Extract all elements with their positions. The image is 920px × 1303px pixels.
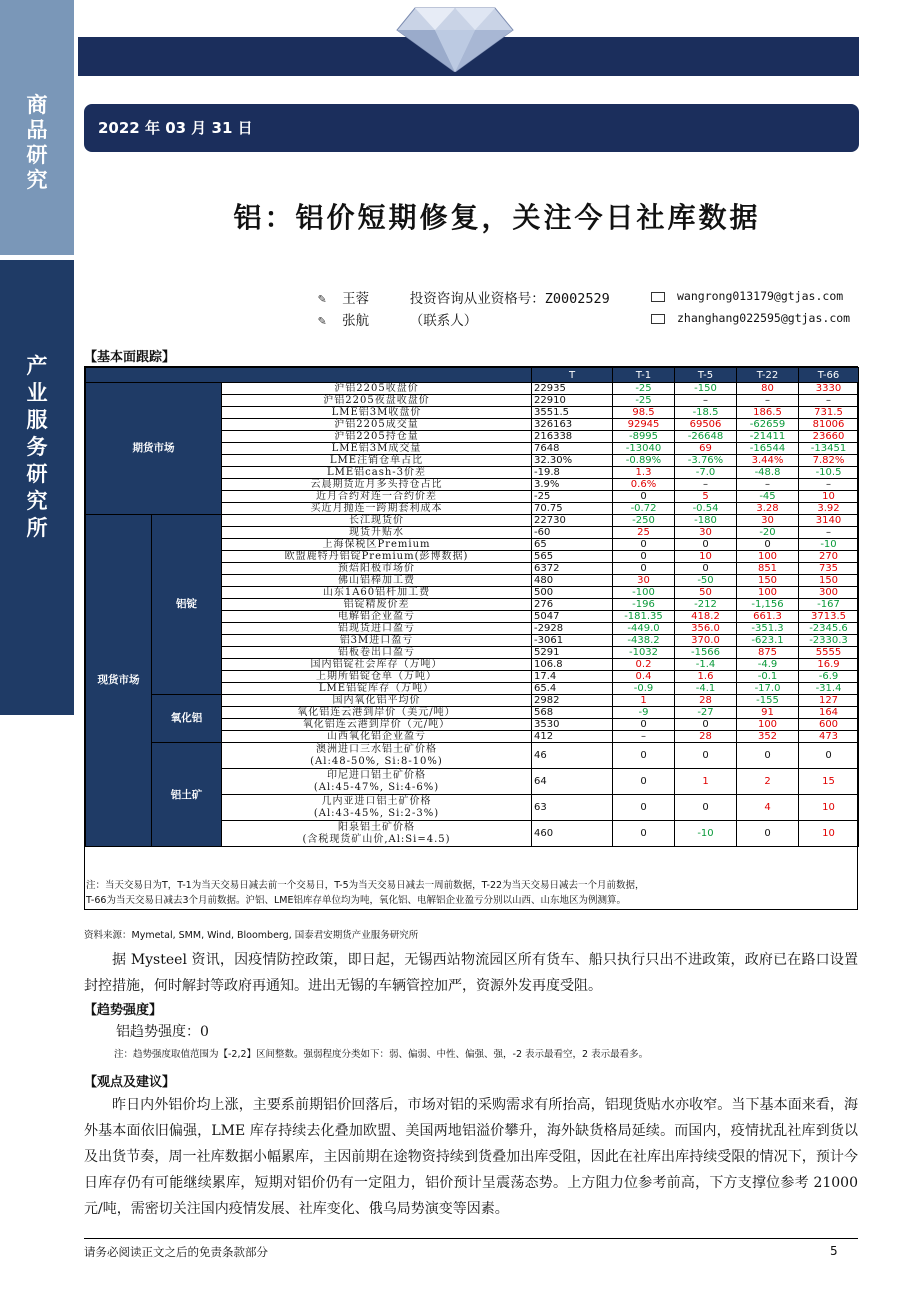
table-cell: 100 xyxy=(737,551,799,563)
table-cell: – xyxy=(675,479,737,491)
table-cell: 150 xyxy=(799,575,859,587)
table-cell: 7648 xyxy=(532,443,613,455)
table-cell: -50 xyxy=(675,575,737,587)
column-header: T-1 xyxy=(613,368,675,383)
envelope-icon xyxy=(651,314,665,324)
row-label-sub: (Al:48-50%, Si:8-10%) xyxy=(310,755,443,767)
row-label-line: 几内亚进口铝土矿价格 xyxy=(321,795,432,807)
sidebar-label-institute: 产 业 服 务 研 究 所 xyxy=(26,353,48,540)
table-cell: -3061 xyxy=(532,635,613,647)
table-cell: – xyxy=(799,527,859,539)
row-label: 氧化铝连云港到岸价（美元/吨） xyxy=(222,707,532,719)
row-label-sub: (Al:45-47%, Si:4-6%) xyxy=(313,781,440,793)
row-label xyxy=(222,795,532,821)
author-info: 投资咨询从业资格号：Z0002529 xyxy=(409,291,610,307)
table-cell: 127 xyxy=(799,695,859,707)
table-cell: 16.9 xyxy=(799,659,859,671)
table-header-row xyxy=(86,368,859,383)
row-label xyxy=(222,821,532,847)
table-cell: -26648 xyxy=(675,431,737,443)
row-label: 买近月抛连一跨期套利成本 xyxy=(222,503,532,515)
row-label: 山东1A60铝杆加工费 xyxy=(222,587,532,599)
email-row-2 xyxy=(651,311,850,325)
table-cell: 216338 xyxy=(532,431,613,443)
fundamentals-table xyxy=(85,367,859,847)
table-cell: -10 xyxy=(799,539,859,551)
table-cell: 731.5 xyxy=(799,407,859,419)
author-name: 王蓉 xyxy=(342,291,370,307)
row-label: 国内氧化铝平均价 xyxy=(222,695,532,707)
table-cell: 23660 xyxy=(799,431,859,443)
row-label: 佛山铝棒加工费 xyxy=(222,575,532,587)
row-label-sub: (Al:43-45%, Si:2-3%) xyxy=(313,807,440,819)
table-cell: -1,156 xyxy=(737,599,799,611)
table-cell: 356.0 xyxy=(675,623,737,635)
table-cell: -20 xyxy=(737,527,799,539)
row-label-sub: (含税现货矿山价,Al:Si=4.5) xyxy=(302,833,451,845)
author-info: （联系人） xyxy=(409,313,478,329)
table-cell: 1.3 xyxy=(613,467,675,479)
table-cell: 164 xyxy=(799,707,859,719)
table-cell: -2345.6 xyxy=(799,623,859,635)
table-cell: -0.9 xyxy=(613,683,675,695)
table-cell: 46 xyxy=(532,743,613,769)
table-cell: 65.4 xyxy=(532,683,613,695)
table-cell: -4.9 xyxy=(737,659,799,671)
table-cell: -25 xyxy=(613,395,675,407)
table-cell: – xyxy=(613,731,675,743)
table-cell: 3.28 xyxy=(737,503,799,515)
table-cell: 270 xyxy=(799,551,859,563)
table-note xyxy=(86,878,856,908)
data-source: 资料来源：Mymetal, SMM, Wind, Bloomberg, 国泰君安期货产业服务研究所 xyxy=(84,930,419,941)
table-cell: 0 xyxy=(675,795,737,821)
table-cell: 3.9% xyxy=(532,479,613,491)
table-cell: 0 xyxy=(613,821,675,847)
row-label xyxy=(222,743,532,769)
table-cell: 7.82% xyxy=(799,455,859,467)
row-label: LME铝锭库存（万吨） xyxy=(222,683,532,695)
table-cell: -180 xyxy=(675,515,737,527)
category-cell: 铝土矿 xyxy=(152,743,222,847)
table-cell: 30 xyxy=(675,527,737,539)
sidebar-top-band xyxy=(0,0,74,255)
author-email[interactable]: wangrong013179@gtjas.com xyxy=(677,289,844,303)
table-cell: – xyxy=(799,479,859,491)
row-label: 长江现货价 xyxy=(222,515,532,527)
table-cell: -181.35 xyxy=(613,611,675,623)
table-cell: -19.8 xyxy=(532,467,613,479)
category-cell: 铝锭 xyxy=(152,515,222,695)
table-cell: -167 xyxy=(799,599,859,611)
table-cell: 0 xyxy=(613,491,675,503)
table-cell: 32.30% xyxy=(532,455,613,467)
left-sidebar xyxy=(0,0,74,1303)
table-cell: -0.89% xyxy=(613,455,675,467)
row-label: 现货升贴水 xyxy=(222,527,532,539)
table-cell: -3.76% xyxy=(675,455,737,467)
table-cell: 30 xyxy=(613,575,675,587)
table-cell: -2330.3 xyxy=(799,635,859,647)
category-cell: 现货市场 xyxy=(86,515,152,847)
row-label: 氧化铝连云港到岸价（元/吨） xyxy=(222,719,532,731)
table-cell: 5 xyxy=(675,491,737,503)
news-paragraph: 据 Mysteel 资讯，因疫情防控政策，即日起，无锡西站物流园区所有货车、船只执行只出不进政策，政府已在路口设置封控措施，何时解封等政府再通知。进出无锡的车辆管控加严，资源外发再度受阻。 xyxy=(84,952,858,994)
table-cell: -0.72 xyxy=(613,503,675,515)
table-cell: 186.5 xyxy=(737,407,799,419)
row-label: 铝现货进口盈亏 xyxy=(222,623,532,635)
table-cell: 100 xyxy=(737,587,799,599)
table-cell: 65 xyxy=(532,539,613,551)
table-cell: 565 xyxy=(532,551,613,563)
row-label: 上期所铝锭仓单（万吨） xyxy=(222,671,532,683)
table-cell: -0.54 xyxy=(675,503,737,515)
table-cell: -25 xyxy=(532,491,613,503)
table-cell: – xyxy=(737,395,799,407)
table-cell: -10 xyxy=(675,821,737,847)
table-cell: 0 xyxy=(613,795,675,821)
row-label: 沪铝2205持仓量 xyxy=(222,431,532,443)
table-cell: 600 xyxy=(799,719,859,731)
table-cell: 106.8 xyxy=(532,659,613,671)
row-label: 铝板卷出口盈亏 xyxy=(222,647,532,659)
date-banner xyxy=(84,104,859,152)
table-cell: 0 xyxy=(613,551,675,563)
table-cell: 22935 xyxy=(532,383,613,395)
table-cell: 370.0 xyxy=(675,635,737,647)
table-cell: -21411 xyxy=(737,431,799,443)
row-label-line: 阳泉铝土矿价格 xyxy=(338,821,415,833)
table-cell: 851 xyxy=(737,563,799,575)
table-cell: -449.0 xyxy=(613,623,675,635)
table-cell: 568 xyxy=(532,707,613,719)
table-cell: 0 xyxy=(675,539,737,551)
table-row xyxy=(86,743,859,769)
table-cell: 63 xyxy=(532,795,613,821)
section-heading-trend: 【趋势强度】 xyxy=(84,1003,163,1018)
table-cell: 30 xyxy=(737,515,799,527)
table-cell: -13040 xyxy=(613,443,675,455)
table-cell: 3.44% xyxy=(737,455,799,467)
table-cell: -13451 xyxy=(799,443,859,455)
table-cell: -9 xyxy=(613,707,675,719)
table-cell: 28 xyxy=(675,695,737,707)
table-cell: 150 xyxy=(737,575,799,587)
table-cell: 10 xyxy=(799,795,859,821)
table-cell: -0.1 xyxy=(737,671,799,683)
table-row xyxy=(86,515,859,527)
table-cell: -8995 xyxy=(613,431,675,443)
section-heading-fundamentals: 【基本面跟踪】 xyxy=(84,350,176,365)
table-cell: 3330 xyxy=(799,383,859,395)
page-title: 铝：铝价短期修复，关注今日社库数据 xyxy=(233,201,761,234)
author-name: 张航 xyxy=(342,313,370,329)
table-cell: 5555 xyxy=(799,647,859,659)
category-cell: 氧化铝 xyxy=(152,695,222,743)
table-cell: -155 xyxy=(737,695,799,707)
table-cell: -7.0 xyxy=(675,467,737,479)
table-cell: 25 xyxy=(613,527,675,539)
table-cell: -10.5 xyxy=(799,467,859,479)
table-cell: -1566 xyxy=(675,647,737,659)
table-cell: 92945 xyxy=(613,419,675,431)
table-cell: 3.92 xyxy=(799,503,859,515)
section-heading-view: 【观点及建议】 xyxy=(84,1075,176,1090)
table-cell: 0 xyxy=(675,743,737,769)
column-header: T-22 xyxy=(737,368,799,383)
row-label: LME铝cash-3价差 xyxy=(222,467,532,479)
table-cell: 0.6% xyxy=(613,479,675,491)
table-cell: 0 xyxy=(613,563,675,575)
table-cell: 0.2 xyxy=(613,659,675,671)
footer-divider xyxy=(84,1238,858,1239)
table-cell: 69506 xyxy=(675,419,737,431)
table-cell: 3551.5 xyxy=(532,407,613,419)
table-note-line: T-66为当天交易日减去3个月前数据。沪铝、LME铝库存单位均为吨，氧化铝、电解铝企业盈亏分别以山西、山东地区为例测算。 xyxy=(86,895,626,906)
row-label xyxy=(222,769,532,795)
envelope-icon xyxy=(651,292,665,302)
table-cell: -6.9 xyxy=(799,671,859,683)
table-cell: 300 xyxy=(799,587,859,599)
column-header: T-5 xyxy=(675,368,737,383)
table-cell: -100 xyxy=(613,587,675,599)
table-cell: – xyxy=(737,479,799,491)
row-label: LME注销仓单占比 xyxy=(222,455,532,467)
sidebar-mid-band xyxy=(0,260,74,715)
table-cell: 418.2 xyxy=(675,611,737,623)
row-label: 国内铝锭社会库存（万吨） xyxy=(222,659,532,671)
table-cell: -45 xyxy=(737,491,799,503)
table-cell: 875 xyxy=(737,647,799,659)
table-cell: -27 xyxy=(675,707,737,719)
author-email[interactable]: zhanghang022595@gtjas.com xyxy=(677,311,851,325)
row-label: LME铝3M成交量 xyxy=(222,443,532,455)
table-cell: -623.1 xyxy=(737,635,799,647)
column-header: T-66 xyxy=(799,368,859,383)
table-cell: 1 xyxy=(613,695,675,707)
table-cell: 0.4 xyxy=(613,671,675,683)
table-cell: 0 xyxy=(799,743,859,769)
table-cell: -62659 xyxy=(737,419,799,431)
table-cell: 735 xyxy=(799,563,859,575)
table-cell: 50 xyxy=(675,587,737,599)
table-cell: -1032 xyxy=(613,647,675,659)
table-cell: 70.75 xyxy=(532,503,613,515)
pen-icon: ✎ xyxy=(318,313,327,329)
table-cell: 5047 xyxy=(532,611,613,623)
table-cell: 0 xyxy=(613,769,675,795)
table-cell: – xyxy=(799,395,859,407)
row-label: 沪铝2205收盘价 xyxy=(222,383,532,395)
table-cell: 473 xyxy=(799,731,859,743)
table-cell: 661.3 xyxy=(737,611,799,623)
table-cell: -2928 xyxy=(532,623,613,635)
table-cell: -150 xyxy=(675,383,737,395)
table-cell: 460 xyxy=(532,821,613,847)
row-label: 沪铝2205成交量 xyxy=(222,419,532,431)
table-cell: 10 xyxy=(675,551,737,563)
table-cell: 91 xyxy=(737,707,799,719)
table-cell: 0 xyxy=(675,719,737,731)
table-cell: 64 xyxy=(532,769,613,795)
author-row-1 xyxy=(318,287,610,307)
table-cell: 22730 xyxy=(532,515,613,527)
row-label: 近月合约对连一合约价差 xyxy=(222,491,532,503)
table-cell: 100 xyxy=(737,719,799,731)
view-paragraph: 昨日内外铝价均上涨，主要系前期铝价回落后，市场对铝的采购需求有所抬高，铝现货贴水亦收窄。当下基本面来看，海外基本面依旧偏强，LME 库存持续去化叠加欧盟、美国两地铝溢价攀升，海外缺货格局延续。而国内，疫情扰乱社库到货以及出货节奏，周一社库数据小幅累库，主因前期在途物资持续到货叠加出库受阻，因此在社库出库持续受限的情况下，预计今日库存仍有可能继续累库，短期对铝价仍有一定阻力，铝价预计呈震荡态势。上方阻力位参考前高，下方支撑位参考 21000 元/吨，需密切关注国内疫情发展、社库变化、俄乌局势演变等因素。 xyxy=(84,1097,858,1217)
row-label: 欧盟鹿特丹铝锭Premium(彭博数据) xyxy=(222,551,532,563)
table-cell: 480 xyxy=(532,575,613,587)
table-cell: 0 xyxy=(737,821,799,847)
row-label: 山西氧化铝企业盈亏 xyxy=(222,731,532,743)
table-cell: 5291 xyxy=(532,647,613,659)
author-row-2 xyxy=(318,309,477,329)
table-cell: -212 xyxy=(675,599,737,611)
table-cell: 500 xyxy=(532,587,613,599)
table-cell: 80 xyxy=(737,383,799,395)
table-cell: -438.2 xyxy=(613,635,675,647)
table-cell: -17.0 xyxy=(737,683,799,695)
table-cell: 2982 xyxy=(532,695,613,707)
table-cell: 1 xyxy=(675,769,737,795)
table-cell: 3140 xyxy=(799,515,859,527)
row-label: 电解铝企业盈亏 xyxy=(222,611,532,623)
table-cell: -16544 xyxy=(737,443,799,455)
table-cell: 10 xyxy=(799,821,859,847)
row-label: LME铝3M收盘价 xyxy=(222,407,532,419)
sidebar-label-commodity: 商 品 研 究 xyxy=(26,92,48,192)
table-cell: 15 xyxy=(799,769,859,795)
table-cell: 0 xyxy=(613,539,675,551)
table-cell: 28 xyxy=(675,731,737,743)
trend-value: 铝趋势强度：0 xyxy=(116,1024,209,1040)
table-cell: 81006 xyxy=(799,419,859,431)
table-cell: -31.4 xyxy=(799,683,859,695)
table-cell: -48.8 xyxy=(737,467,799,479)
table-cell: -351.3 xyxy=(737,623,799,635)
row-label: 预焙阳极市场价 xyxy=(222,563,532,575)
row-label-line: 澳洲进口三水铝土矿价格 xyxy=(316,743,437,755)
row-label: 铝3M进口盈亏 xyxy=(222,635,532,647)
table-cell: 0 xyxy=(675,563,737,575)
table-cell: 352 xyxy=(737,731,799,743)
header-blank xyxy=(86,368,532,383)
table-cell: 0 xyxy=(737,743,799,769)
table-cell: 0 xyxy=(737,539,799,551)
table-cell: 17.4 xyxy=(532,671,613,683)
table-cell: -60 xyxy=(532,527,613,539)
table-cell: -18.5 xyxy=(675,407,737,419)
table-cell: 2 xyxy=(737,769,799,795)
table-row xyxy=(86,383,859,395)
row-label: 铝锭精废价差 xyxy=(222,599,532,611)
table-cell: 69 xyxy=(675,443,737,455)
category-cell: 期货市场 xyxy=(86,383,222,515)
table-cell: 3713.5 xyxy=(799,611,859,623)
table-cell: 326163 xyxy=(532,419,613,431)
table-cell: 6372 xyxy=(532,563,613,575)
table-row xyxy=(86,695,859,707)
footer-disclaimer: 请务必阅读正文之后的免责条款部分 xyxy=(84,1245,268,1259)
table-cell: -196 xyxy=(613,599,675,611)
table-cell: 1.6 xyxy=(675,671,737,683)
table-cell: 4 xyxy=(737,795,799,821)
pen-icon: ✎ xyxy=(318,291,327,307)
email-row-1 xyxy=(651,289,843,303)
table-cell: 412 xyxy=(532,731,613,743)
table-cell: 0 xyxy=(613,719,675,731)
table-cell: 3530 xyxy=(532,719,613,731)
table-cell: – xyxy=(675,395,737,407)
table-cell: -4.1 xyxy=(675,683,737,695)
table-cell: 98.5 xyxy=(613,407,675,419)
page-number: 5 xyxy=(830,1244,838,1258)
diamond-logo-icon xyxy=(395,0,515,72)
table-cell: 276 xyxy=(532,599,613,611)
table-cell: 10 xyxy=(799,491,859,503)
row-label: 云晨期货近月多头持仓占比 xyxy=(222,479,532,491)
row-label: 沪铝2205夜盘收盘价 xyxy=(222,395,532,407)
report-date: 2022 年 03 月 31 日 xyxy=(98,119,253,137)
trend-note: 注：趋势强度取值范围为【-2,2】区间整数。强弱程度分类如下：弱、偏弱、中性、偏强、强，-2 表示最看空，2 表示最看多。 xyxy=(114,1049,649,1060)
table-cell: 0 xyxy=(613,743,675,769)
table-cell: -25 xyxy=(613,383,675,395)
row-label-line: 印尼进口铝土矿价格 xyxy=(327,769,426,781)
row-label: 上海保税区Premium xyxy=(222,539,532,551)
table-cell: -1.4 xyxy=(675,659,737,671)
table-cell: 22910 xyxy=(532,395,613,407)
table-cell: -250 xyxy=(613,515,675,527)
table-note-line: 注：当天交易日为T，T-1为当天交易日减去前一个交易日，T-5为当天交易日减去一周前数据，T-22为当天交易日减去一个月前数据， xyxy=(86,880,645,891)
column-header: T xyxy=(532,368,613,383)
